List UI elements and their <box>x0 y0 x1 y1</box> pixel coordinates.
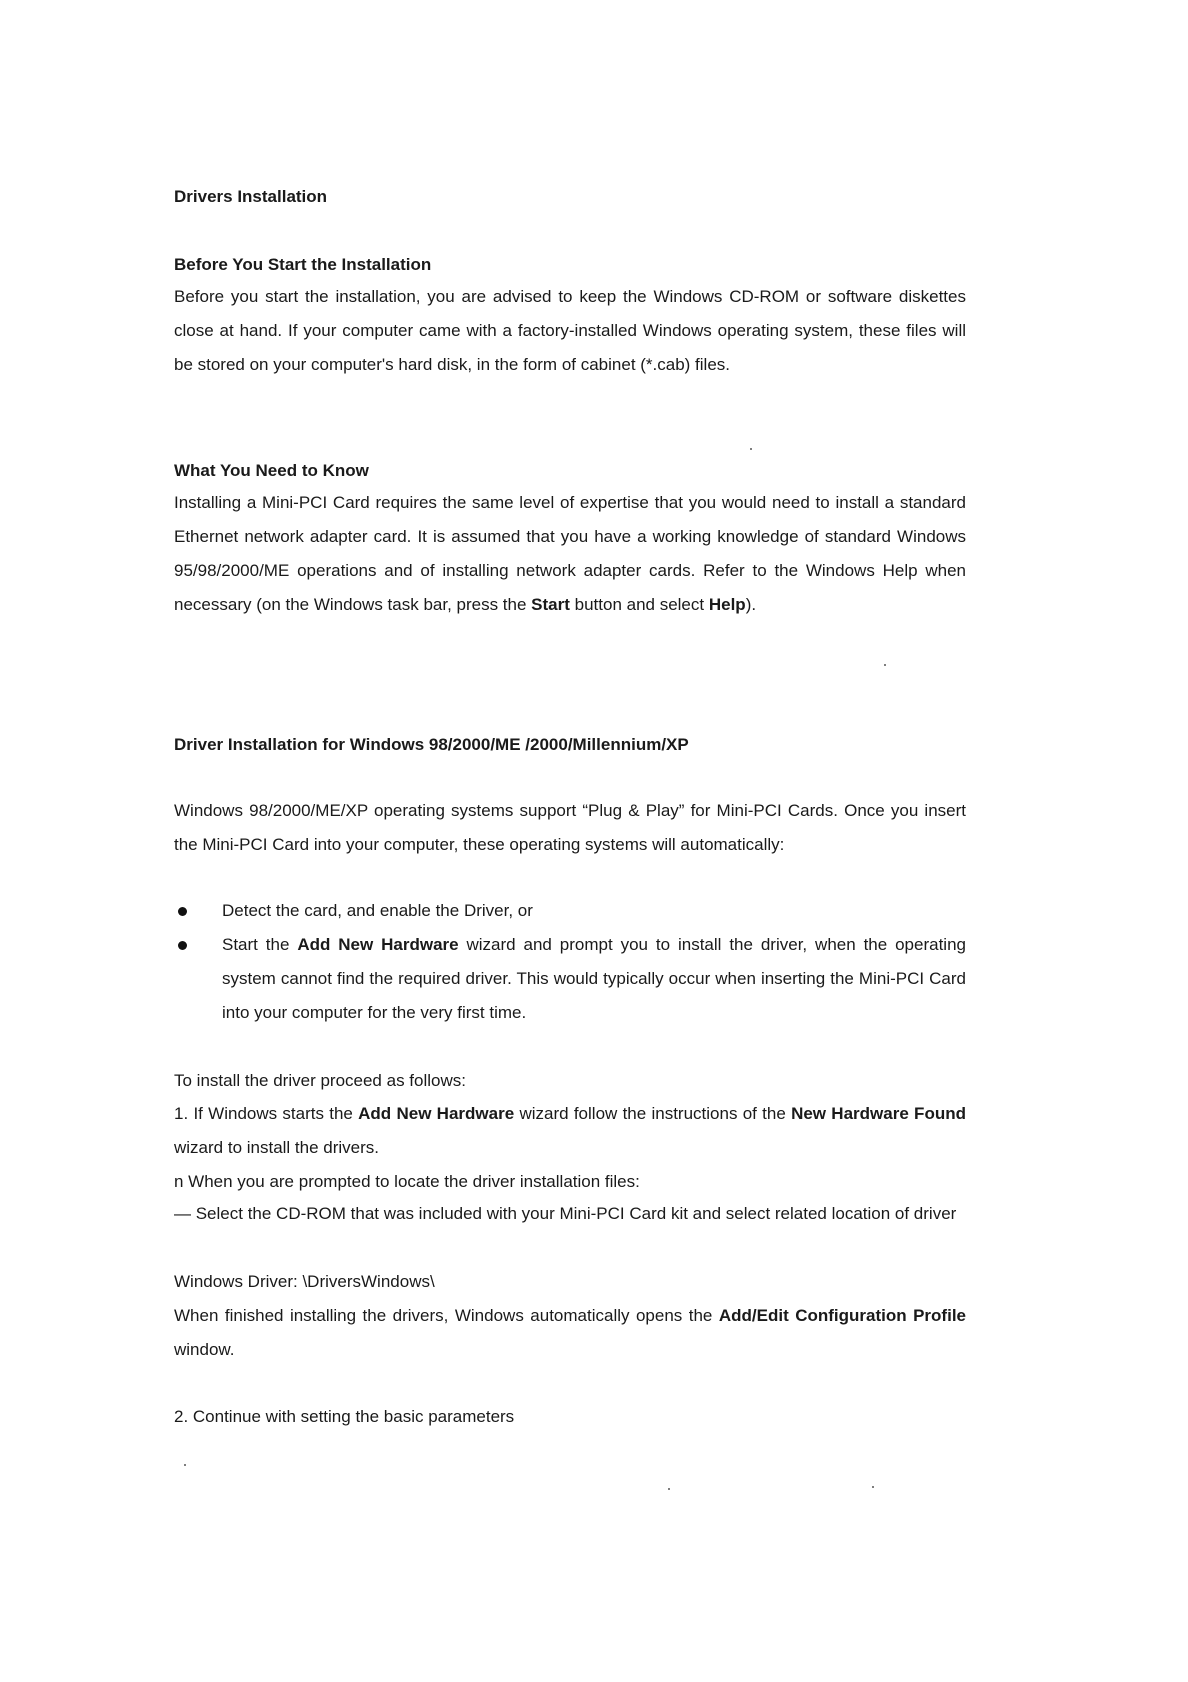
auto-actions-list <box>174 894 966 1030</box>
scan-speck <box>668 1488 670 1490</box>
need-to-know-text-1: Installing a Mini-PCI Card requires the same level of expertise that you would need to install a standard Ethernet network adapter card. It is assumed that you have a working knowledge of standard Windows 95/98/2000/ME operations and of installing network adapter cards. Refer to the Windows Help when necessary (on the Windows task bar, press the <box>174 493 966 614</box>
need-to-know-paragraph <box>174 486 966 622</box>
need-to-know-heading: What You Need to Know <box>174 461 369 480</box>
bullet-icon <box>178 941 187 950</box>
finished-text-b: window. <box>174 1340 235 1359</box>
bullet-2-text-a: Start the <box>222 935 298 954</box>
step-1-text-a: 1. If Windows starts the <box>174 1104 359 1123</box>
scan-speck <box>184 1464 186 1466</box>
step-1 <box>174 1097 966 1165</box>
bullet-1-text: Detect the card, and enable the Driver, or <box>222 901 533 920</box>
driver-path: Windows Driver: \DriversWindows\ <box>174 1272 435 1291</box>
finished-text-a: When finished installing the drivers, Windows automatically opens the <box>174 1306 719 1325</box>
prompt-line: n When you are prompted to locate the driver installation files: <box>174 1172 640 1191</box>
steps-intro: To install the driver proceed as follows: <box>174 1071 466 1090</box>
bullet-icon <box>178 907 187 916</box>
driver-install-intro: Windows 98/2000/ME/XP operating systems support “Plug & Play” for Mini-PCI Cards. Once you insert the Mini-PCI Card into your computer, these operating systems will automatically: <box>174 801 966 854</box>
add-edit-bold: Add/Edit Configuration Profile <box>718 1306 966 1325</box>
before-start-paragraph: Before you start the installation, you are advised to keep the Windows CD-ROM or software diskettes close at hand. If your computer came with a factory-installed Windows operating system, these files will be stored on your computer's hard disk, in the form of cabinet (*.cab) files. <box>174 287 966 374</box>
list-item <box>174 928 966 1030</box>
need-to-know-text-2: button and select <box>569 595 709 614</box>
step-1-bold-2: New Hardware Found <box>791 1104 966 1123</box>
driver-install-heading: Driver Installation for Windows 98/2000/ME /2000/Millennium/XP <box>174 735 689 754</box>
start-bold: Start <box>531 595 570 614</box>
select-line: — Select the CD-ROM that was included with your Mini-PCI Card kit and select related location of driver <box>174 1204 957 1223</box>
scan-speck <box>872 1486 874 1488</box>
step-1-text-c: wizard to install the drivers. <box>174 1138 380 1157</box>
need-to-know-text-3: ). <box>745 595 757 614</box>
step-1-text-b: wizard follow the instructions of the <box>514 1104 792 1123</box>
page-title: Drivers Installation <box>174 187 328 206</box>
scan-speck <box>750 448 752 450</box>
scan-speck <box>884 664 886 666</box>
step-1-bold-1: Add New Hardware <box>358 1104 515 1123</box>
list-item <box>174 894 966 928</box>
add-new-hardware-bold: Add New Hardware <box>297 935 459 954</box>
finished-line <box>174 1299 966 1367</box>
before-start-heading: Before You Start the Installation <box>174 255 432 274</box>
help-bold: Help <box>708 595 746 614</box>
bullet-2-text-b: wizard and prompt you to install the driver, when the operating system cannot find the required driver. This would typically occur when inserting the Mini-PCI Card into your computer for the very first time. <box>222 935 966 1022</box>
step-2: 2. Continue with setting the basic parameters <box>174 1407 515 1426</box>
